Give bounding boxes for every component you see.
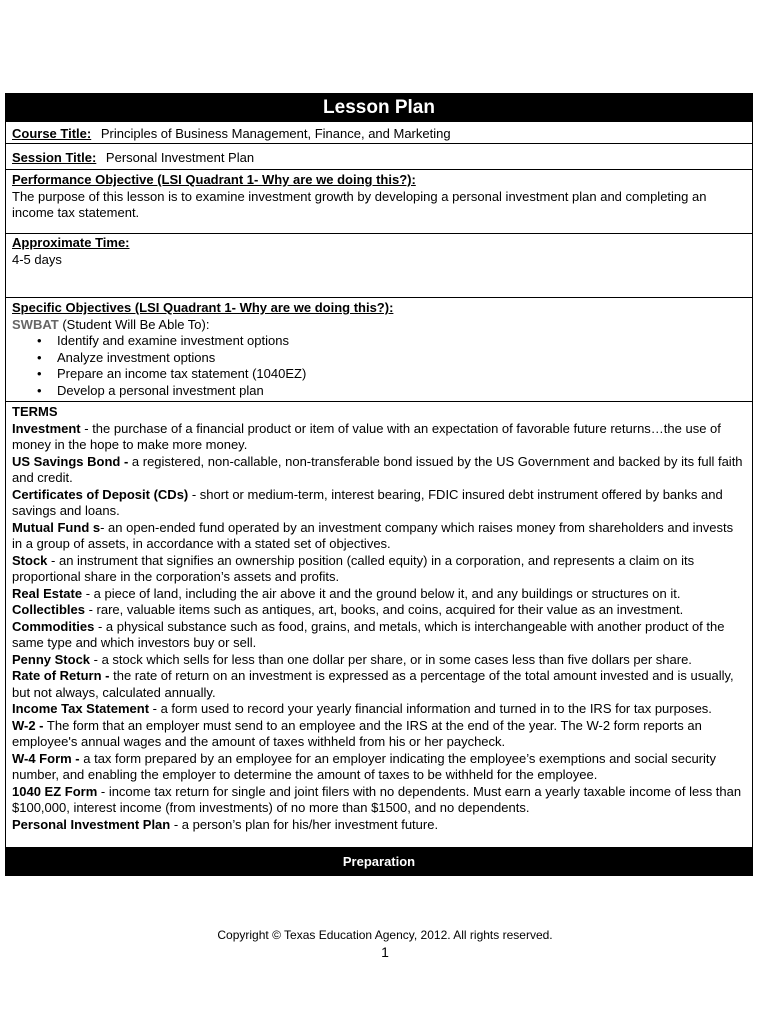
term-definition: - an instrument that signifies an ownership position (called equity) in a corporation, and represents a claim on its proportional share in the corporation’s assets and profits. bbox=[12, 552, 695, 584]
term-name: Collectibles bbox=[12, 602, 85, 617]
session-title-label: Session Title: bbox=[12, 150, 97, 165]
term-definition: - a piece of land, including the air above it and the ground below it, and any buildings or structures on it. bbox=[82, 585, 681, 601]
term-definition: The form that an employer must send to an employee and the IRS at the end of the year. The W-2 form reports an employee's annual wages and the amount of taxes withheld from his or her paycheck. bbox=[12, 717, 702, 749]
term-name: Penny Stock bbox=[12, 651, 91, 667]
term-name: Personal Investment Plan bbox=[12, 816, 171, 832]
objectives-list bbox=[12, 333, 746, 399]
term-entry bbox=[12, 817, 746, 834]
term-entry bbox=[12, 751, 746, 784]
term-definition: - a form used to record your yearly financial information and turned in to the IRS for tax purposes. bbox=[149, 701, 712, 716]
term-definition: - the purchase of a financial product or item of value with an expectation of favorable future returns…the use of money in the hope to make more money. bbox=[12, 420, 721, 452]
performance-objective-text: The purpose of this lesson is to examine investment growth by developing a personal investment plan and completing an income tax statement. bbox=[12, 188, 707, 220]
term-definition: - a person’s plan for his/her investment future. bbox=[170, 816, 439, 832]
specific-objectives-label: Specific Objectives (LSI Quadrant 1- Why are we doing this?): bbox=[12, 300, 394, 315]
term-name: US Savings Bond - bbox=[12, 453, 129, 469]
objective-item: • Develop a personal investment plan bbox=[57, 383, 746, 400]
term-definition: - short or medium-term, interest bearing, FDIC insured debt instrument offered by banks and savings and loans. bbox=[12, 486, 723, 518]
term-entry bbox=[12, 454, 746, 487]
specific-objectives-row bbox=[6, 297, 752, 401]
term-name: Stock bbox=[12, 552, 48, 568]
copyright-footer: Copyright © Texas Education Agency, 2012. All rights reserved. bbox=[217, 928, 553, 942]
objective-item: • Prepare an income tax statement (1040EZ) bbox=[57, 366, 746, 383]
term-name: Rate of Return - bbox=[12, 668, 110, 683]
swbat-line bbox=[12, 317, 746, 334]
term-entry bbox=[12, 652, 746, 669]
session-title-value: Personal Investment Plan bbox=[105, 150, 255, 165]
term-entry bbox=[12, 553, 746, 586]
approximate-time-label: Approximate Time: bbox=[12, 235, 130, 250]
terms-heading: TERMS bbox=[12, 404, 58, 419]
approximate-time-row bbox=[6, 233, 752, 297]
term-entry bbox=[12, 421, 746, 454]
term-name: Certificates of Deposit (CDs) bbox=[12, 486, 189, 502]
term-name: Mutual Fund s bbox=[12, 519, 101, 535]
term-definition: a tax form prepared by an employee for an employer indicating the employee’s exemptions and social security number, and enabling the employer to determine the amount of taxes to be withheld for the employee. bbox=[12, 750, 717, 782]
term-definition: the rate of return on an investment is expressed as a percentage of the total amount invested and is usually, but not always, calculated annually. bbox=[12, 668, 734, 700]
lesson-plan-table bbox=[5, 93, 753, 876]
term-definition: - income tax return for single and joint filers with no dependents. Must earn a yearly taxable income of less than $100,000, interest income (from investments) of no more than $1500, and no dependents. bbox=[12, 783, 742, 815]
term-entry bbox=[12, 602, 746, 619]
term-entry bbox=[12, 619, 746, 652]
term-name: Real Estate bbox=[12, 585, 83, 601]
term-name: Investment bbox=[12, 420, 81, 436]
term-entry bbox=[12, 520, 746, 553]
term-name: Income Tax Statement bbox=[12, 701, 150, 716]
course-title-label: Course Title: bbox=[12, 126, 92, 141]
term-name: W-4 Form - bbox=[12, 750, 80, 766]
term-entry bbox=[12, 668, 746, 701]
swbat-expansion: (Student Will Be Able To): bbox=[58, 316, 210, 332]
session-title-row bbox=[6, 143, 752, 169]
performance-objective-row bbox=[6, 169, 752, 233]
objective-item: • Analyze investment options bbox=[57, 350, 746, 367]
terms-row bbox=[6, 401, 752, 847]
term-definition: a registered, non-callable, non-transferable bond issued by the US Government and backed by its full faith and credit. bbox=[12, 453, 743, 485]
term-entry bbox=[12, 784, 746, 817]
swbat-tag: SWBAT bbox=[12, 316, 59, 332]
lesson-plan-title: Lesson Plan bbox=[6, 94, 752, 121]
term-name: 1040 EZ Form bbox=[12, 783, 98, 799]
course-title-row bbox=[6, 121, 752, 143]
term-entry bbox=[12, 701, 746, 718]
term-name: W-2 - bbox=[12, 717, 44, 733]
term-entry bbox=[12, 586, 746, 603]
objective-item: • Identify and examine investment options bbox=[57, 333, 746, 350]
performance-objective-label: Performance Objective (LSI Quadrant 1- Why are we doing this?): bbox=[12, 172, 416, 187]
term-definition: - a stock which sells for less than one dollar per share, or in some cases less than five dollars per share. bbox=[90, 651, 692, 667]
term-name: Commodities bbox=[12, 618, 95, 634]
page-number: 1 bbox=[381, 944, 389, 960]
term-entry bbox=[12, 487, 746, 520]
terms-list bbox=[12, 421, 746, 834]
preparation-header: Preparation bbox=[6, 847, 752, 875]
term-definition: - an open-ended fund operated by an investment company which raises money from shareholders and invests in a group of assets, in accordance with a stated set of objectives. bbox=[12, 519, 734, 551]
approximate-time-value: 4-5 days bbox=[12, 251, 62, 267]
term-entry bbox=[12, 718, 746, 751]
term-definition: - rare, valuable items such as antiques, art, books, and coins, acquired for their value as an investment. bbox=[84, 602, 684, 617]
course-title-value: Principles of Business Management, Finance, and Marketing bbox=[100, 126, 451, 141]
term-definition: - a physical substance such as food, grains, and metals, which is interchangeable with another product of the same type and which investors buy or sell. bbox=[12, 618, 725, 650]
